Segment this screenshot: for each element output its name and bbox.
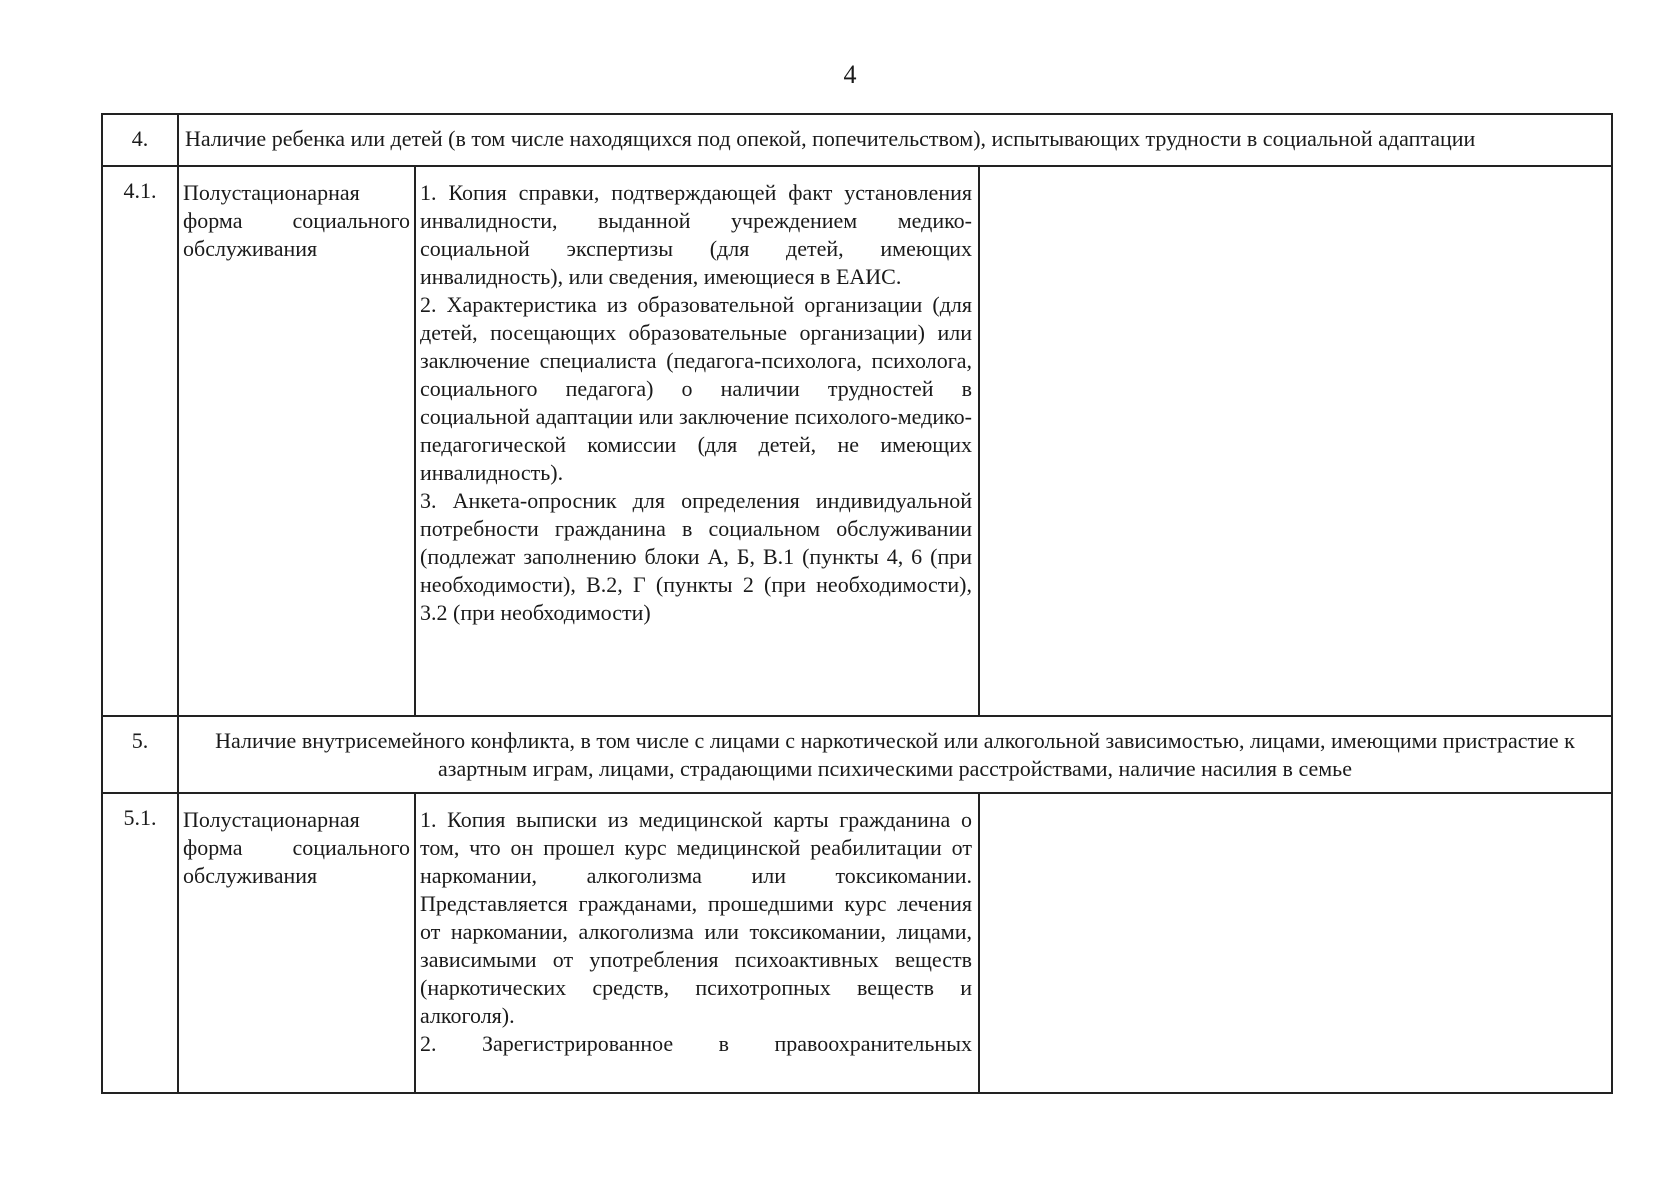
- subsection-number: 4.1.: [102, 166, 178, 716]
- section-row: [102, 114, 1612, 166]
- page-number: 4: [843, 60, 857, 89]
- document-item: 1. Копия выписки из медицинской карты гражданина о том, что он прошел курс медицинской реабилитации от наркомании, алкоголизма или токсикомании. Представляется гражданами, прошедшими курс лечения от наркомании, алкоголизма или токсикомании, лицами, зависимыми от употребления психоактивных веществ (наркотических средств, психотропных веществ и алкоголя).: [420, 807, 972, 1028]
- subsection-row: [102, 793, 1612, 1093]
- documents-cell: [415, 793, 979, 1093]
- section-heading: Наличие ребенка или детей (в том числе находящихся под опекой, попечительством), испытывающих трудности в социальной адаптации: [178, 114, 1612, 166]
- section-number: 5.: [102, 716, 178, 793]
- criteria-table: [101, 113, 1613, 1094]
- empty-cell: [979, 166, 1612, 716]
- section-heading: Наличие внутрисемейного конфликта, в том числе с лицами с наркотической или алкогольной зависимостью, лицами, имеющими пристрастие к азартным играм, лицами, страдающими психическими расстройствами, наличие насилия в семье: [178, 716, 1612, 793]
- empty-cell: [979, 793, 1612, 1093]
- document-item: 3. Анкета-опросник для определения индивидуальной потребности гражданина в социальном обслуживании (подлежат заполнению блоки А, Б, В.1 (пункты 4, 6 (при необходимости), В.2, Г (пункты 2 (при необходимости), 3.2 (при необходимости): [420, 488, 972, 625]
- section-number: 4.: [102, 114, 178, 166]
- document-item: 2. Зарегистрированное в правоохранительных: [420, 1031, 972, 1056]
- service-form: Полустационарная форма социального обслуживания: [178, 793, 415, 1093]
- document-item: 2. Характеристика из образовательной организации (для детей, посещающих образовательные организации) или заключение специалиста (педагога-психолога, психолога, социального педагога) о наличии трудностей в социальной адаптации или заключение психолого-медико-педагогической комиссии (для детей, не имеющих инвалидность).: [420, 292, 972, 485]
- service-form: Полустационарная форма социального обслуживания: [178, 166, 415, 716]
- subsection-row: [102, 166, 1612, 716]
- documents-cell: [415, 166, 979, 716]
- section-row: [102, 716, 1612, 793]
- document-item: 1. Копия справки, подтверждающей факт установления инвалидности, выданной учреждением медико-социальной экспертизы (для детей, имеющих инвалидность), или сведения, имеющиеся в ЕАИС.: [420, 180, 972, 289]
- subsection-number: 5.1.: [102, 793, 178, 1093]
